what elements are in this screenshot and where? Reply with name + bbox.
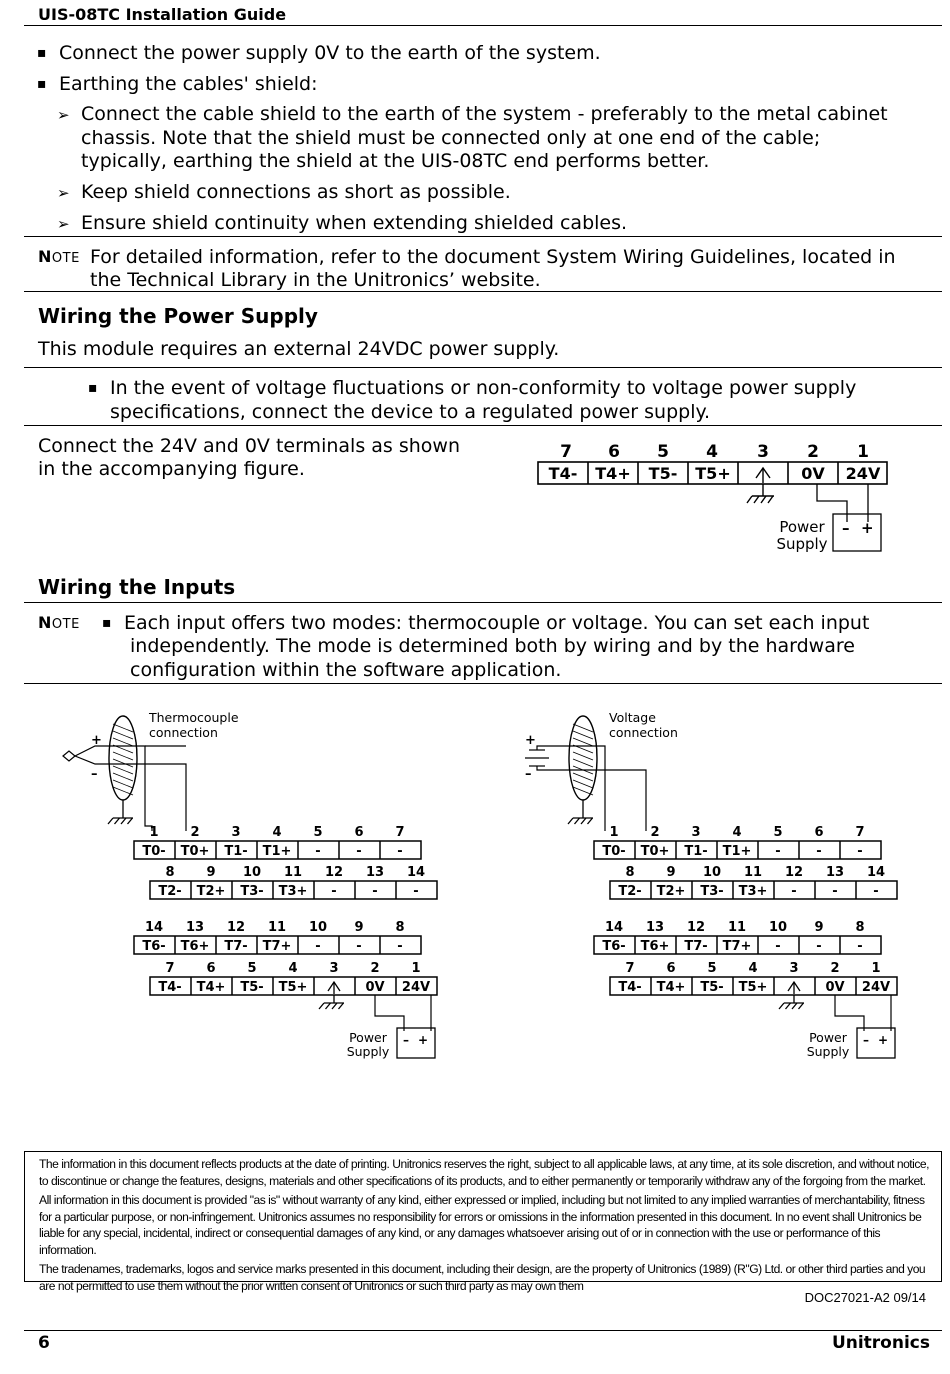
section-heading-power: Wiring the Power Supply xyxy=(38,304,318,328)
terminal-number: 6 xyxy=(354,825,364,840)
terminal-number: 4 xyxy=(706,442,718,462)
terminal-label: T5+ xyxy=(695,464,731,483)
terminal-number: 8 xyxy=(395,920,405,935)
connection-label: connection xyxy=(149,725,218,740)
connection-label: connection xyxy=(609,725,678,740)
terminal-number: 8 xyxy=(165,865,175,880)
note-label: NOTE xyxy=(38,247,80,266)
terminal-number: 10 xyxy=(768,920,788,935)
inputs-rule-bottom xyxy=(24,683,942,684)
terminal-label: T2+ xyxy=(196,884,226,899)
terminal-number: 7 xyxy=(165,961,175,976)
terminal-label: T4- xyxy=(618,980,642,995)
inputs-note-text: independently. The mode is determined both by wiring and by the hardware xyxy=(130,635,855,657)
terminal-number: 2 xyxy=(370,961,380,976)
terminal-label: T6- xyxy=(602,939,626,954)
terminal-label: T4+ xyxy=(595,464,631,483)
note-label: NOTE xyxy=(38,613,80,632)
note-rule-bottom xyxy=(24,291,942,292)
terminal-label: T5- xyxy=(648,464,678,483)
terminal-number: 1 xyxy=(149,825,159,840)
terminal-number: 13 xyxy=(185,920,205,935)
inputs-note-text: ▪ Each input offers two modes: thermocouple or voltage. You can set each input xyxy=(124,611,869,635)
terminal-number: 6 xyxy=(608,442,620,462)
terminal-number: 13 xyxy=(825,865,845,880)
disclaimer-paragraph: The tradenames, trademarks, logos and service marks presented in this document, including their design, are the property of Unitronics (1989) (R"G) Ltd. or other third parties and you are not permitted to use them without the prior written consent of Unitronics or such third party as may own them xyxy=(39,1262,926,1293)
terminal-label: - xyxy=(791,884,797,899)
terminal-number: 12 xyxy=(226,920,246,935)
ground-icon xyxy=(108,810,133,824)
terminal-label: T0- xyxy=(602,844,626,859)
terminal-number: 5 xyxy=(657,442,669,462)
minus-sign: – xyxy=(91,767,98,782)
terminal-label: - xyxy=(331,884,337,899)
terminal-label: T2- xyxy=(618,884,642,899)
terminal-label: T6+ xyxy=(180,939,210,954)
terminal-number: 10 xyxy=(242,865,262,880)
disclaimer-box xyxy=(24,1151,942,1293)
inputs-rule-top xyxy=(24,602,942,603)
earth-terminal-icon xyxy=(328,982,340,994)
power-label: Power xyxy=(809,1030,847,1045)
note-text: the Technical Library in the Unitronics’ website. xyxy=(90,269,541,291)
terminal-number: 2 xyxy=(807,442,819,462)
terminal-number: 5 xyxy=(247,961,257,976)
terminal-number: 5 xyxy=(773,825,783,840)
terminal-label: T4- xyxy=(158,980,182,995)
terminal-number: 5 xyxy=(707,961,717,976)
terminal-label: T3+ xyxy=(738,884,768,899)
terminal-label: T7+ xyxy=(262,939,292,954)
terminal-number: 14 xyxy=(604,920,624,935)
terminal-number: 7 xyxy=(855,825,865,840)
terminal-label: - xyxy=(873,884,879,899)
ground-icon xyxy=(747,468,774,503)
terminal-number: 6 xyxy=(814,825,824,840)
thermocouple-junction-icon xyxy=(63,751,75,761)
terminal-label: 0V xyxy=(825,980,845,995)
terminal-number: 4 xyxy=(748,961,758,976)
connection-label: Thermocouple xyxy=(149,710,239,725)
document-code: DOC27021-A2 09/14 xyxy=(804,1290,926,1305)
terminal-number: 10 xyxy=(308,920,328,935)
sub-bullet-continued: chassis. Note that the shield must be connected only at one end of the cable; xyxy=(81,127,821,149)
terminal-number: 14 xyxy=(144,920,164,935)
caution-text: ▪ In the event of voltage fluctuations or non-conformity to voltage power supply xyxy=(110,376,856,400)
terminal-label: T6- xyxy=(142,939,166,954)
terminal-number: 1 xyxy=(857,442,869,462)
terminal-number: 11 xyxy=(267,920,287,935)
terminal-label: - xyxy=(315,844,321,859)
terminal-number: 9 xyxy=(206,865,216,880)
terminal-number: 7 xyxy=(560,442,572,462)
terminal-label: T5- xyxy=(700,980,724,995)
minus-sign: – xyxy=(525,767,532,782)
terminal-label: T3+ xyxy=(278,884,308,899)
terminal-label: - xyxy=(832,884,838,899)
terminal-label: - xyxy=(397,844,403,859)
minus-sign: – xyxy=(403,1033,409,1047)
power-label: Power xyxy=(779,518,825,536)
terminal-number: 2 xyxy=(650,825,660,840)
terminal-number: 7 xyxy=(395,825,405,840)
terminal-number: 1 xyxy=(411,961,421,976)
footer-brand: Unitronics xyxy=(831,1333,930,1353)
supply-label: Supply xyxy=(776,535,828,553)
terminal-label: 24V xyxy=(845,464,881,483)
wire-0v xyxy=(375,995,404,1031)
terminal-number: 3 xyxy=(691,825,701,840)
terminal-label: T5- xyxy=(240,980,264,995)
caution-text: specifications, connect the device to a regulated power supply. xyxy=(110,401,711,423)
earth-terminal-icon xyxy=(788,982,800,994)
plus-sign: + xyxy=(91,733,102,748)
terminal-label: T1- xyxy=(224,844,248,859)
terminal-number: 11 xyxy=(743,865,763,880)
thermocouple-wiring-diagram xyxy=(55,706,455,1066)
terminal-label: - xyxy=(356,844,362,859)
sub-bullet-item: ➢ Ensure shield continuity when extending shielded cables. xyxy=(81,211,627,235)
terminal-number: 9 xyxy=(666,865,676,880)
terminal-label: T4+ xyxy=(656,980,686,995)
sub-bullet-item: ➢ Keep shield connections as short as possible. xyxy=(81,180,511,204)
footer-rule xyxy=(24,1330,942,1331)
terminal-label: - xyxy=(356,939,362,954)
power-intro: This module requires an external 24VDC power supply. xyxy=(38,338,560,360)
sub-bullet-item: ➢ Connect the cable shield to the earth of the system - preferably to the metal cabinet xyxy=(81,102,888,126)
terminal-number: 9 xyxy=(354,920,364,935)
terminal-label: T2- xyxy=(158,884,182,899)
plus-sign: + xyxy=(418,1033,429,1047)
note-text: For detailed information, refer to the document System Wiring Guidelines, located in xyxy=(90,246,896,268)
plus-sign: + xyxy=(861,519,874,537)
terminal-label: T0- xyxy=(142,844,166,859)
connect-text: in the accompanying figure. xyxy=(38,458,305,480)
terminal-number: 10 xyxy=(702,865,722,880)
terminal-label: T3- xyxy=(700,884,724,899)
sub-bullet-continued: typically, earthing the shield at the UIS-08TC end performs better. xyxy=(81,150,710,172)
terminal-number: 8 xyxy=(855,920,865,935)
page-number: 6 xyxy=(38,1333,50,1353)
terminal-number: 14 xyxy=(406,865,426,880)
bullet-item: ▪ Connect the power supply 0V to the earth of the system. xyxy=(59,41,601,65)
terminal-number: 13 xyxy=(645,920,665,935)
terminal-number: 12 xyxy=(686,920,706,935)
caution-rule-bottom xyxy=(24,425,942,426)
terminal-label: T0+ xyxy=(180,844,210,859)
note-rule-top xyxy=(24,236,942,237)
supply-label: Supply xyxy=(806,1044,850,1059)
terminal-number: 1 xyxy=(609,825,619,840)
wire-0v xyxy=(835,995,864,1031)
ground-icon xyxy=(779,995,804,1009)
terminal-label: T5+ xyxy=(278,980,308,995)
minus-sign: – xyxy=(863,1033,869,1047)
terminal-number: 12 xyxy=(784,865,804,880)
terminal-number: 6 xyxy=(666,961,676,976)
terminal-label: - xyxy=(857,844,863,859)
terminal-number: 4 xyxy=(732,825,742,840)
terminal-label: T6+ xyxy=(640,939,670,954)
terminal-number: 14 xyxy=(866,865,886,880)
minus-sign: – xyxy=(842,519,850,537)
terminal-label: - xyxy=(397,939,403,954)
terminal-number: 7 xyxy=(625,961,635,976)
terminal-number: 1 xyxy=(871,961,881,976)
power-terminal-figure xyxy=(530,438,900,563)
voltage-wiring-diagram xyxy=(515,706,915,1066)
terminal-number: 4 xyxy=(288,961,298,976)
terminal-label: T7- xyxy=(224,939,248,954)
terminal-number: 3 xyxy=(757,442,769,462)
header-rule xyxy=(24,25,942,26)
disclaimer-paragraph: The information in this document reflects products at the date of printing. Unitronics reserves the right, subject to all applicable laws, at any time, at its sole discretion, and without notice, to discontinue or change the features, designs, materials and other specifications of its products, and to either permanently or temporarily withdraw any of the forgoing from the market. xyxy=(39,1157,929,1188)
plus-sign: + xyxy=(525,733,536,748)
terminal-label: - xyxy=(857,939,863,954)
connect-text: Connect the 24V and 0V terminals as shown xyxy=(38,435,460,457)
cable-assembly xyxy=(109,716,137,810)
terminal-label: T1+ xyxy=(722,844,752,859)
terminal-label: 0V xyxy=(801,464,825,483)
terminal-label: T2+ xyxy=(656,884,686,899)
terminal-label: - xyxy=(775,939,781,954)
terminal-number: 9 xyxy=(814,920,824,935)
terminal-number: 3 xyxy=(789,961,799,976)
cable-assembly xyxy=(569,716,597,810)
terminal-label: - xyxy=(315,939,321,954)
terminal-label: - xyxy=(816,844,822,859)
terminal-label: 24V xyxy=(401,980,431,995)
terminal-number: 6 xyxy=(206,961,216,976)
terminal-label: T0+ xyxy=(640,844,670,859)
terminal-label: - xyxy=(775,844,781,859)
terminal-label: - xyxy=(816,939,822,954)
terminal-number: 11 xyxy=(727,920,747,935)
terminal-label: T7+ xyxy=(722,939,752,954)
terminal-number: 2 xyxy=(190,825,200,840)
terminal-label: T4- xyxy=(548,464,578,483)
terminal-label: - xyxy=(372,884,378,899)
terminal-label: T5+ xyxy=(738,980,768,995)
bullet-item: ▪ Earthing the cables' shield: xyxy=(59,72,318,96)
terminal-number: 3 xyxy=(231,825,241,840)
terminal-label: T1- xyxy=(684,844,708,859)
terminal-number: 4 xyxy=(272,825,282,840)
plus-sign: + xyxy=(878,1033,889,1047)
section-heading-inputs: Wiring the Inputs xyxy=(38,575,236,599)
terminal-number: 2 xyxy=(830,961,840,976)
connection-label: Voltage xyxy=(609,710,656,725)
inputs-note-text: configuration within the software application. xyxy=(130,659,562,681)
terminal-label: 0V xyxy=(365,980,385,995)
terminal-number: 11 xyxy=(283,865,303,880)
ground-icon xyxy=(319,995,344,1009)
terminal-number: 8 xyxy=(625,865,635,880)
power-label: Power xyxy=(349,1030,387,1045)
terminal-number: 3 xyxy=(329,961,339,976)
terminal-number: 13 xyxy=(365,865,385,880)
terminal-label: T4+ xyxy=(196,980,226,995)
supply-label: Supply xyxy=(346,1044,390,1059)
terminal-label: T7- xyxy=(684,939,708,954)
terminal-label: - xyxy=(413,884,419,899)
caution-rule-top xyxy=(24,367,942,368)
document-header-title: UIS-08TC Installation Guide xyxy=(38,5,287,24)
terminal-label: T1+ xyxy=(262,844,292,859)
terminal-label: 24V xyxy=(861,980,891,995)
terminal-label: T3- xyxy=(240,884,264,899)
ground-icon xyxy=(568,810,593,824)
disclaimer-paragraph: All information in this document is provided "as is" without warranty of any kind, either expressed or implied, including but not limited to any implied warranties of merchantability, fitness for a particular purpose, or non-infringement. Unitronics assumes no responsibility for errors or omissions in the information presented in this document. In no event shall Unitronics be liable for any special, incidental, indirect or consequential damages of any kind, or any damages whatsoever arising out of or in connection with the use or performance of this information. xyxy=(39,1193,925,1257)
terminal-number: 5 xyxy=(313,825,323,840)
terminal-number: 12 xyxy=(324,865,344,880)
